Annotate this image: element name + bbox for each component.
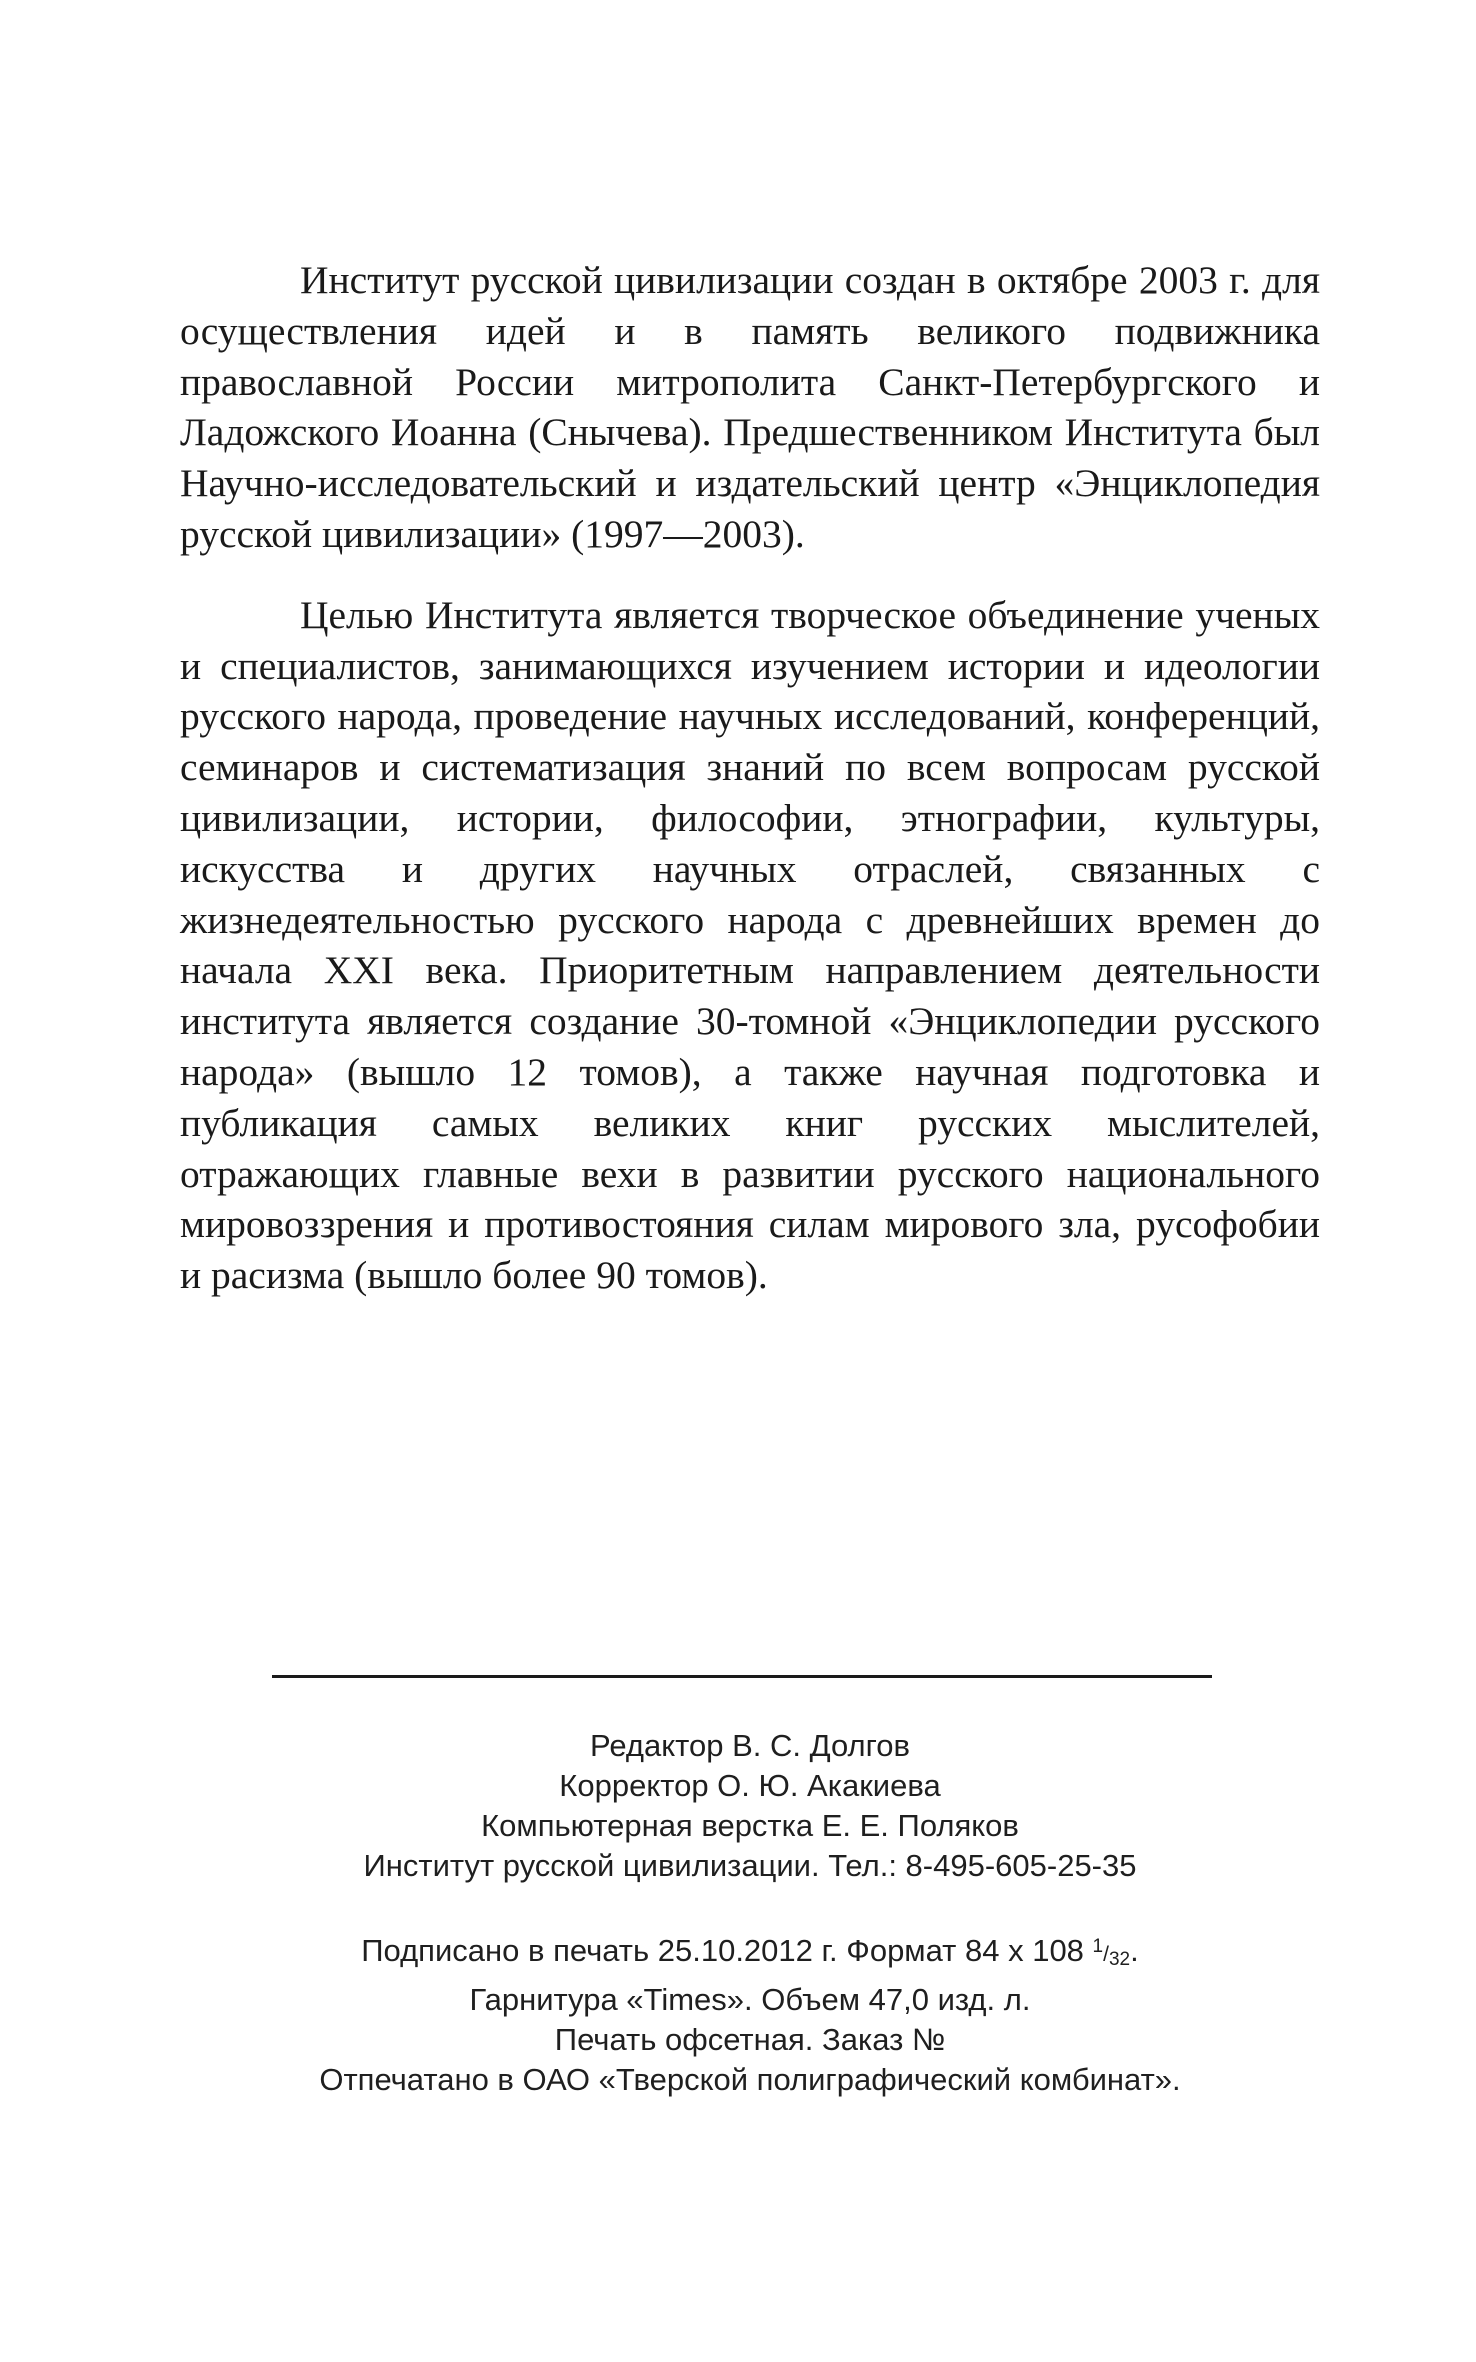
typeface-volume-line: Гарнитура «Times». Объем 47,0 изд. л. bbox=[469, 1982, 1031, 2017]
institute-phone-line: Институт русской цивилизации. Тел.: 8-495-605-25-35 bbox=[363, 1848, 1137, 1883]
format-denominator: 32 bbox=[1108, 1949, 1131, 1970]
signed-format-text: Подписано в печать 25.10.2012 г. Формат 84 х 108 bbox=[361, 1933, 1093, 1968]
paragraph-institute-goals: Целью Института является творческое объединение ученых и специалистов, занимающихся изучением истории и идеологии русского народа, проведение научных исследований, конференций, семинаров и систематизация знаний по всем вопросам русской цивилизации, истории, философии, этнографии, культуры, искусства и других научных отраслей, связанных с жизнедеятельностью русского народа с древнейших времен до начала XXI века. Приоритетным направлением деятельности института является создание 30-томной «Энциклопедии русского народа» (вышло 12 томов), а также научная подготовка и публикация самых великих книг русских мыслителей, отражающих главные вехи в развитии русского национального мировоззрения и противостояния силам мирового зла, русофобии и расизма (вышло более 90 томов). bbox=[180, 592, 1320, 1298]
paragraph-institute-history: Институт русской цивилизации создан в октябре 2003 г. для осуществления идей и в память великого подвижника православной России митрополита Санкт-Петербургского и Ладожского Иоанна (Снычева). Предшественником Института был Научно-исследовательский и издательский центр «Энциклопедия русской цивилизации» (1997—2003). bbox=[180, 258, 1320, 556]
format-fraction bbox=[1092, 1936, 1131, 1970]
main-text bbox=[180, 255, 1320, 1301]
format-slash: / bbox=[1103, 1943, 1109, 1966]
credits-block bbox=[180, 1726, 1320, 1886]
signed-format-line bbox=[180, 1927, 1320, 1980]
format-numerator: 1 bbox=[1092, 1936, 1104, 1957]
editor-line: Редактор В. С. Долгов bbox=[590, 1728, 910, 1763]
print-order-line: Печать офсетная. Заказ № bbox=[554, 2022, 946, 2057]
layout-line: Компьютерная верстка Е. Е. Поляков bbox=[481, 1808, 1019, 1843]
printer-line: Отпечатано в ОАО «Тверской полиграфический комбинат». bbox=[319, 2062, 1181, 2097]
imprint-block bbox=[180, 1927, 1320, 2100]
format-period: . bbox=[1130, 1933, 1139, 1968]
divider-line bbox=[272, 1675, 1212, 1678]
proofreader-line: Корректор О. Ю. Акакиева bbox=[559, 1768, 941, 1803]
